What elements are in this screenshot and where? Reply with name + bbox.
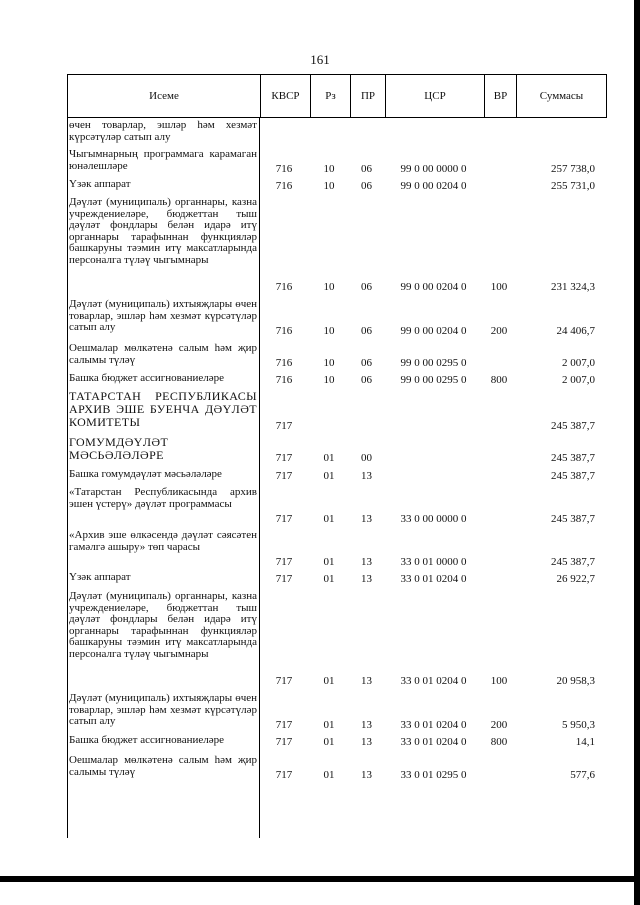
row-csr: 33 0 01 0204 0 <box>400 573 467 585</box>
row-kvsr: 717 <box>275 769 293 781</box>
table-row <box>67 197 607 293</box>
row-pr: 06 <box>361 163 372 175</box>
row-kvsr: 716 <box>275 281 293 293</box>
row-vr: 200 <box>490 325 508 337</box>
row-pr: 13 <box>361 573 372 585</box>
row-kvsr: 717 <box>275 420 293 432</box>
row-vr: 100 <box>490 675 508 687</box>
row-csr: 99 0 00 0295 0 <box>400 357 467 369</box>
header-vr: ВР <box>484 75 516 117</box>
scan-border-right <box>634 0 640 905</box>
row-kvsr: 716 <box>275 325 293 337</box>
row-sum: 257 738,0 <box>551 163 595 175</box>
row-csr: 33 0 01 0204 0 <box>400 736 467 748</box>
table-row <box>67 436 607 464</box>
page-number: 161 <box>310 52 330 67</box>
row-name: Башка гомумдәүләт мәсьәләләре <box>69 468 222 480</box>
header-pr: ПР <box>350 75 385 117</box>
row-csr: 99 0 00 0204 0 <box>400 325 467 337</box>
row-pr: 06 <box>361 374 372 386</box>
row-pr: 06 <box>361 325 372 337</box>
row-csr: 99 0 00 0204 0 <box>400 180 467 192</box>
row-name: «Архив эше өлкәсендә дәүләт сәясәтен гамәлгә ашыру» төп чарасы <box>69 529 257 553</box>
table-row <box>67 755 607 781</box>
row-rz: 10 <box>323 281 335 293</box>
row-pr: 13 <box>361 470 372 482</box>
row-vr: 800 <box>490 374 508 386</box>
table-row <box>67 591 607 687</box>
row-pr: 13 <box>361 719 372 731</box>
row-csr: 99 0 00 0204 0 <box>400 281 467 293</box>
row-name: Башка бюджет ассигнованиеләре <box>69 734 224 746</box>
row-pr: 13 <box>361 556 372 568</box>
row-name: Оешмалар мөлкәтенә салым һәм җир салымы түләү <box>69 754 257 778</box>
table-row <box>67 390 607 432</box>
row-sum: 245 387,7 <box>551 420 595 432</box>
row-pr: 00 <box>361 452 372 464</box>
row-kvsr: 717 <box>275 513 293 525</box>
table-row <box>67 343 607 369</box>
header-sum: Суммасы <box>516 75 606 117</box>
row-sum: 245 387,7 <box>551 452 595 464</box>
row-rz: 01 <box>323 470 335 482</box>
table-row <box>67 530 607 568</box>
row-name: Дәүләт (муниципаль) органнары, казна учреждениеләре, бюджеттан тыш дәүләт фондлары белән идарә итү органнары тарафыннан функцияләр башкаруны тәэмин итү максатларында персоналга түләү чыгымнары <box>69 590 257 660</box>
row-sum: 2 007,0 <box>562 374 595 386</box>
row-name: өчен товарлар, эшләр һәм хезмәт күрсәтүләр сатып алу <box>69 119 257 143</box>
row-name: Дәүләт (муниципаль) органнары, казна учреждениеләре, бюджеттан тыш дәүләт фондлары белән идарә итү органнары тарафыннан функцияләр башкаруны тәэмин итү максатларында персоналга түләү чыгымнары <box>69 196 257 266</box>
row-vr: 100 <box>490 281 508 293</box>
table-row <box>67 469 607 482</box>
header-name: Исеме <box>149 90 179 102</box>
row-rz: 01 <box>323 556 335 568</box>
row-name: Башка бюджет ассигнованиеләре <box>69 372 224 384</box>
table-row <box>67 373 607 386</box>
table-row <box>67 179 607 192</box>
row-name: Чыгымнарның программага карамаган юнәлешләре <box>69 148 257 172</box>
row-name: ГОМУМДӘҮЛӘТ МӘСЬӘЛӘЛӘРЕ <box>69 435 169 462</box>
table-row <box>67 299 607 337</box>
row-name: Үзәк аппарат <box>69 178 131 190</box>
row-rz: 01 <box>323 736 335 748</box>
table-row <box>67 120 607 145</box>
row-sum: 2 007,0 <box>562 357 595 369</box>
header-csr: ЦСР <box>385 75 484 117</box>
row-kvsr: 717 <box>275 719 293 731</box>
row-sum: 14,1 <box>575 736 595 748</box>
row-kvsr: 717 <box>275 452 293 464</box>
row-kvsr: 716 <box>275 180 293 192</box>
row-name: ТАТАРСТАН РЕСПУБЛИКАСЫ АРХИВ ЭШЕ БУЕНЧА ДӘҮЛӘТ КОМИТЕТЫ <box>69 389 257 429</box>
row-rz: 01 <box>323 573 335 585</box>
row-csr: 33 0 00 0000 0 <box>400 513 467 525</box>
row-kvsr: 717 <box>275 556 293 568</box>
scan-border-bottom <box>0 876 640 882</box>
row-rz: 01 <box>323 675 335 687</box>
row-kvsr: 717 <box>275 736 293 748</box>
row-pr: 13 <box>361 769 372 781</box>
header-kvsr: КВСР <box>260 75 310 117</box>
row-pr: 06 <box>361 180 372 192</box>
row-sum: 245 387,7 <box>551 470 595 482</box>
budget-table <box>67 74 607 880</box>
table-row <box>67 572 607 585</box>
row-pr: 13 <box>361 513 372 525</box>
row-kvsr: 717 <box>275 573 293 585</box>
row-name: Дәүләт (муниципаль) ихтыяҗлары өчен товарлар, эшләр һәм хезмәт күрсәтүләр сатып алу <box>69 298 257 333</box>
table-row <box>67 693 607 731</box>
row-kvsr: 716 <box>275 357 293 369</box>
row-csr: 33 0 01 0295 0 <box>400 769 467 781</box>
row-rz: 01 <box>323 452 335 464</box>
row-kvsr: 716 <box>275 374 293 386</box>
row-sum: 245 387,7 <box>551 513 595 525</box>
row-vr: 800 <box>490 736 508 748</box>
row-kvsr: 716 <box>275 163 293 175</box>
row-rz: 10 <box>323 163 335 175</box>
row-rz: 01 <box>323 513 335 525</box>
row-rz: 10 <box>323 180 335 192</box>
row-sum: 24 406,7 <box>556 325 595 337</box>
row-sum: 577,6 <box>570 769 595 781</box>
row-name: Үзәк аппарат <box>69 571 131 583</box>
row-csr: 33 0 01 0204 0 <box>400 675 467 687</box>
row-pr: 06 <box>361 281 372 293</box>
row-rz: 10 <box>323 374 335 386</box>
row-sum: 26 922,7 <box>556 573 595 585</box>
table-row <box>67 735 607 748</box>
row-sum: 245 387,7 <box>551 556 595 568</box>
row-sum: 5 950,3 <box>562 719 595 731</box>
row-rz: 01 <box>323 769 335 781</box>
row-kvsr: 717 <box>275 470 293 482</box>
row-rz: 10 <box>323 325 335 337</box>
row-rz: 01 <box>323 719 335 731</box>
row-csr: 99 0 00 0295 0 <box>400 374 467 386</box>
row-name: «Татарстан Республикасында архив эшен үстерү» дәүләт программасы <box>69 486 257 510</box>
table-row <box>67 487 607 525</box>
row-sum: 255 731,0 <box>551 180 595 192</box>
header-rz: Рз <box>310 75 350 117</box>
row-pr: 13 <box>361 675 372 687</box>
row-sum: 20 958,3 <box>556 675 595 687</box>
row-csr: 33 0 01 0204 0 <box>400 719 467 731</box>
row-csr: 33 0 01 0000 0 <box>400 556 467 568</box>
row-pr: 06 <box>361 357 372 369</box>
row-pr: 13 <box>361 736 372 748</box>
table-row <box>67 149 607 175</box>
row-sum: 231 324,3 <box>551 281 595 293</box>
row-csr: 99 0 00 0000 0 <box>400 163 467 175</box>
row-name: Оешмалар мөлкәтенә салым һәм җир салымы түләү <box>69 342 257 366</box>
row-name: Дәүләт (муниципаль) ихтыяҗлары өчен товарлар, эшләр һәм хезмәт күрсәтүләр сатып алу <box>69 692 257 727</box>
table-header <box>67 74 607 118</box>
row-rz: 10 <box>323 357 335 369</box>
row-kvsr: 717 <box>275 675 293 687</box>
row-vr: 200 <box>490 719 508 731</box>
